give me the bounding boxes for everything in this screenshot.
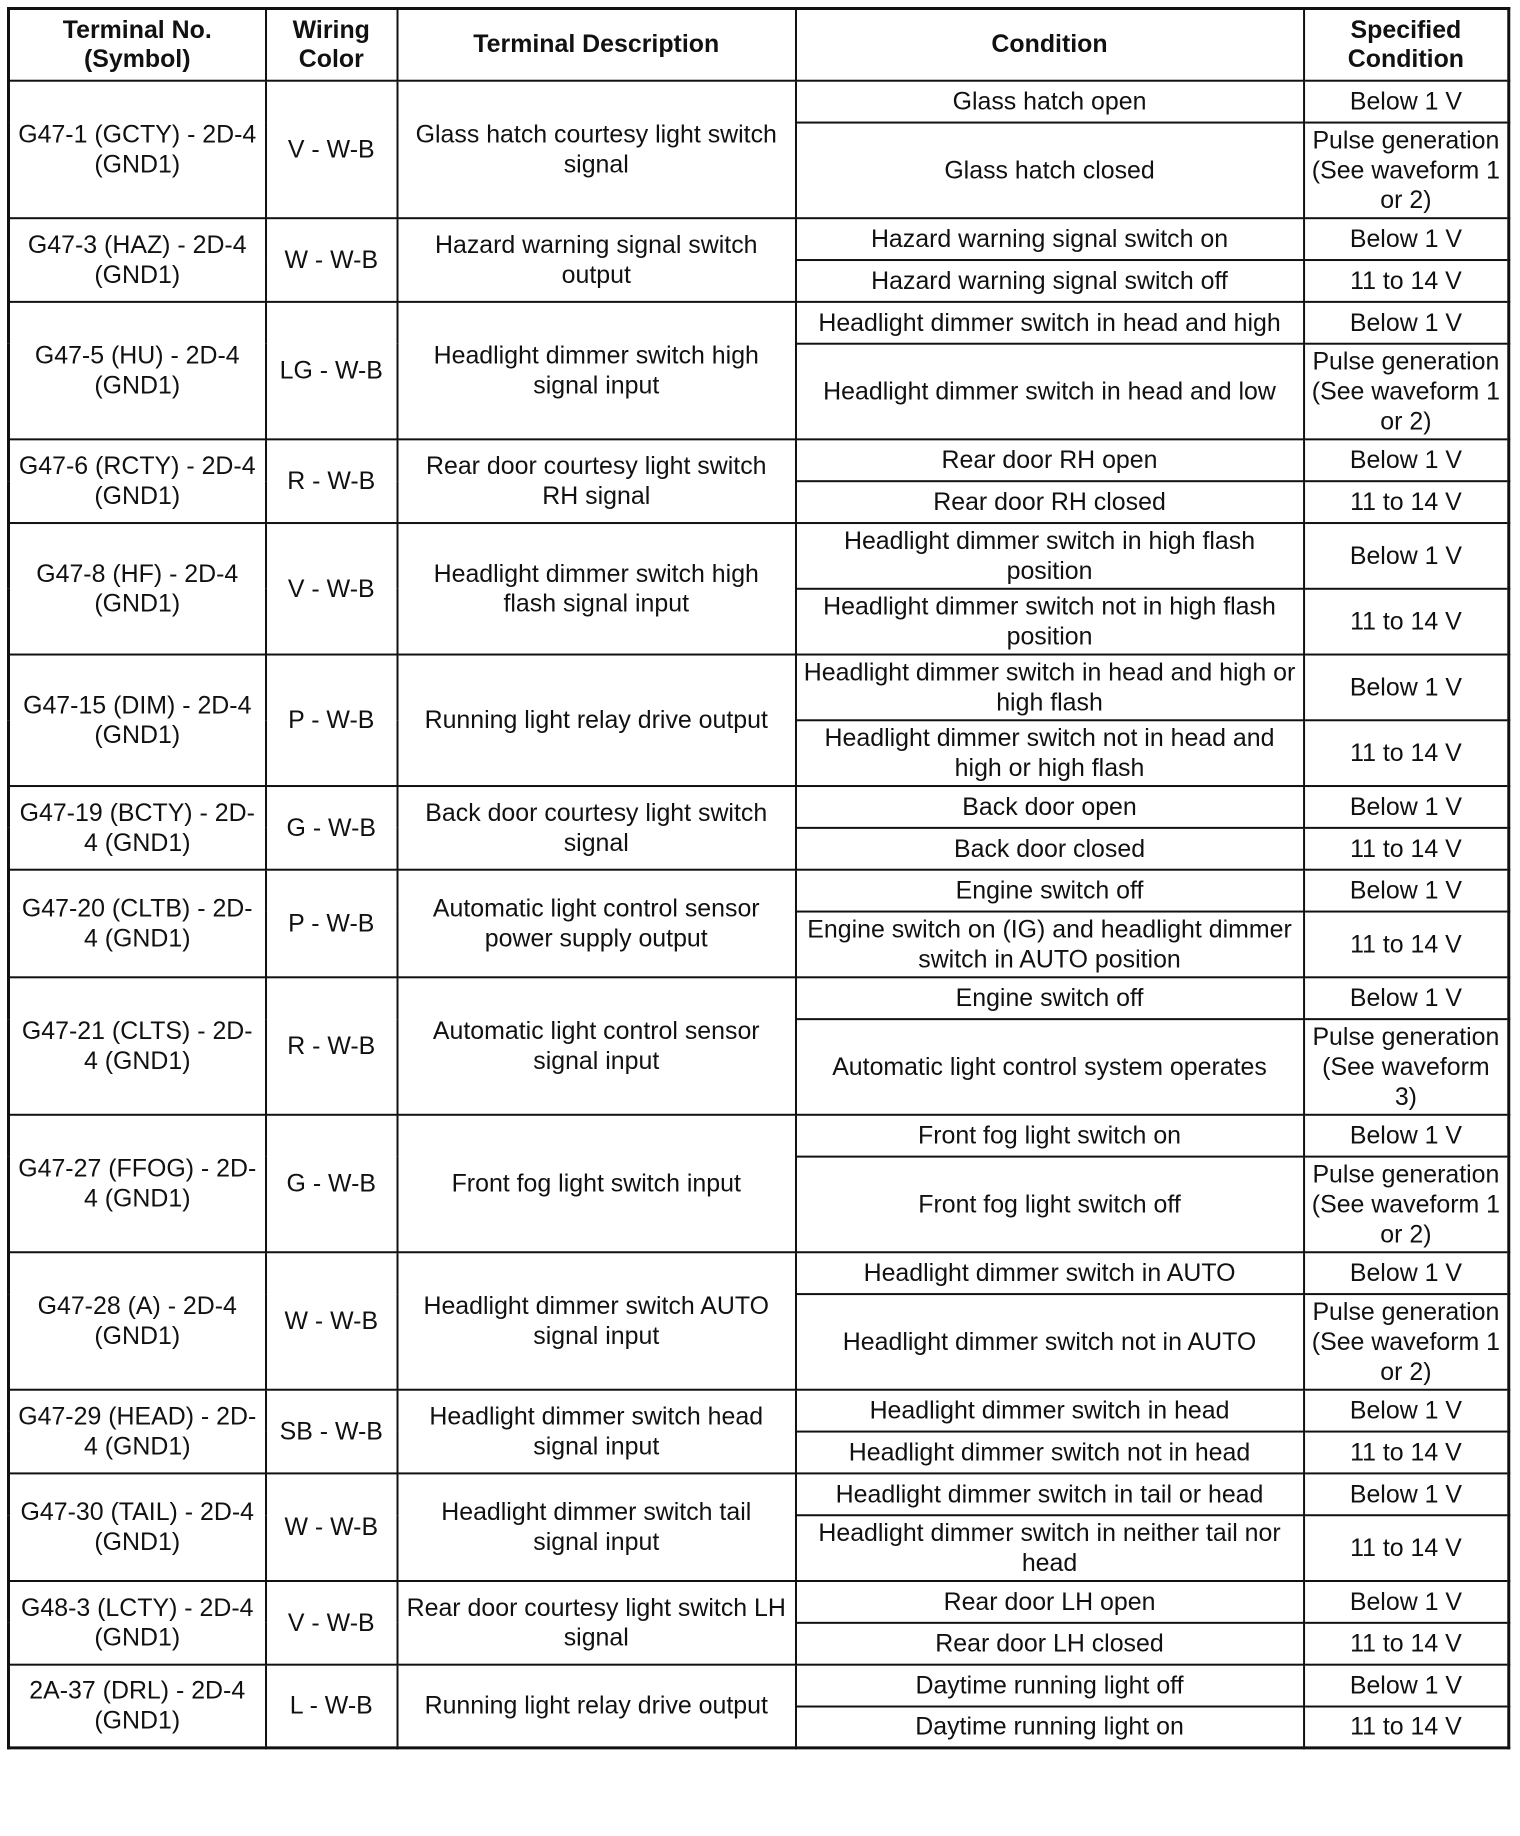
specified-condition-cell: Below 1 V — [1304, 1473, 1509, 1515]
header-terminal: Terminal No. (Symbol) — [8, 8, 265, 80]
header-condition: Condition — [795, 8, 1303, 80]
specified-condition-cell: 11 to 14 V — [1304, 260, 1509, 302]
specified-condition-cell: Below 1 V — [1304, 80, 1509, 122]
table-row — [8, 218, 1508, 260]
specified-condition-cell: Pulse generation (See waveform 1 or 2) — [1304, 1294, 1509, 1390]
terminal-cell: G47-3 (HAZ) - 2D-4 (GND1) — [8, 218, 265, 302]
terminal-description-cell: Headlight dimmer switch head signal input — [397, 1389, 795, 1473]
specified-condition-cell: 11 to 14 V — [1304, 1431, 1509, 1473]
specified-condition-cell: 11 to 14 V — [1304, 588, 1509, 654]
terminal-description-cell: Running light relay drive output — [397, 1664, 795, 1748]
terminal-cell: G47-19 (BCTY) - 2D-4 (GND1) — [8, 786, 265, 870]
wiring-color-cell: L - W-B — [266, 1664, 397, 1748]
terminal-description-cell: Headlight dimmer switch AUTO signal input — [397, 1252, 795, 1389]
table-body — [8, 80, 1508, 1748]
condition-cell: Engine switch off — [795, 869, 1303, 911]
specified-condition-cell: 11 to 14 V — [1304, 911, 1509, 977]
specified-condition-cell: 11 to 14 V — [1304, 827, 1509, 869]
terminal-cell: G47-28 (A) - 2D-4 (GND1) — [8, 1252, 265, 1389]
table-row — [8, 523, 1508, 589]
wiring-color-cell: G - W-B — [266, 786, 397, 870]
specified-condition-cell: Below 1 V — [1304, 1114, 1509, 1156]
condition-cell: Headlight dimmer switch in tail or head — [795, 1473, 1303, 1515]
specified-condition-cell: Below 1 V — [1304, 654, 1509, 720]
specified-condition-cell: Pulse generation (See waveform 1 or 2) — [1304, 343, 1509, 439]
wiring-color-cell: P - W-B — [266, 869, 397, 977]
terminal-cell: 2A-37 (DRL) - 2D-4 (GND1) — [8, 1664, 265, 1748]
condition-cell: Headlight dimmer switch in head and high — [795, 301, 1303, 343]
wiring-color-cell: R - W-B — [266, 977, 397, 1114]
terminal-cell: G48-3 (LCTY) - 2D-4 (GND1) — [8, 1580, 265, 1664]
condition-cell: Headlight dimmer switch in AUTO — [795, 1252, 1303, 1294]
specified-condition-cell: Below 1 V — [1304, 1252, 1509, 1294]
specified-condition-cell: Below 1 V — [1304, 301, 1509, 343]
condition-cell: Headlight dimmer switch in head — [795, 1389, 1303, 1431]
terminal-description-cell: Headlight dimmer switch high signal input — [397, 301, 795, 438]
specified-condition-cell: 11 to 14 V — [1304, 1622, 1509, 1664]
terminal-description-cell: Rear door courtesy light switch LH signal — [397, 1580, 795, 1664]
specified-condition-cell: Pulse generation (See waveform 1 or 2) — [1304, 122, 1509, 218]
table-row — [8, 977, 1508, 1019]
condition-cell: Rear door LH open — [795, 1580, 1303, 1622]
table-row — [8, 1114, 1508, 1156]
specified-condition-cell: Pulse generation (See waveform 3) — [1304, 1019, 1509, 1115]
condition-cell: Headlight dimmer switch in head and high or high flash — [795, 654, 1303, 720]
condition-cell: Rear door RH open — [795, 439, 1303, 481]
terminal-description-cell: Front fog light switch input — [397, 1114, 795, 1251]
header-wiring-color: Wiring Color — [266, 8, 397, 80]
terminal-description-cell: Headlight dimmer switch tail signal input — [397, 1473, 795, 1581]
wiring-color-cell: V - W-B — [266, 1580, 397, 1664]
terminal-spec-document — [7, 7, 1507, 1822]
condition-cell: Rear door RH closed — [795, 481, 1303, 523]
wiring-color-cell: W - W-B — [266, 218, 397, 302]
table-row — [8, 301, 1508, 343]
condition-cell: Hazard warning signal switch off — [795, 260, 1303, 302]
wiring-color-cell: W - W-B — [266, 1473, 397, 1581]
terminal-cell: G47-21 (CLTS) - 2D-4 (GND1) — [8, 977, 265, 1114]
terminal-cell: G47-1 (GCTY) - 2D-4 (GND1) — [8, 80, 265, 217]
specified-condition-cell: Below 1 V — [1304, 869, 1509, 911]
condition-cell: Front fog light switch off — [795, 1156, 1303, 1252]
table-row — [8, 869, 1508, 911]
terminal-cell: G47-6 (RCTY) - 2D-4 (GND1) — [8, 439, 265, 523]
terminal-description-cell: Headlight dimmer switch high flash signal input — [397, 523, 795, 654]
condition-cell: Headlight dimmer switch not in head and high or high flash — [795, 720, 1303, 786]
wiring-color-cell: V - W-B — [266, 80, 397, 217]
terminal-description-cell: Rear door courtesy light switch RH signal — [397, 439, 795, 523]
terminal-description-cell: Glass hatch courtesy light switch signal — [397, 80, 795, 217]
terminal-table — [7, 7, 1510, 1749]
condition-cell: Hazard warning signal switch on — [795, 218, 1303, 260]
table-row — [8, 1473, 1508, 1515]
table-row — [8, 1580, 1508, 1622]
condition-cell: Headlight dimmer switch not in high flash position — [795, 588, 1303, 654]
condition-cell: Glass hatch closed — [795, 122, 1303, 218]
terminal-cell: G47-8 (HF) - 2D-4 (GND1) — [8, 523, 265, 654]
condition-cell: Automatic light control system operates — [795, 1019, 1303, 1115]
table-row — [8, 439, 1508, 481]
condition-cell: Headlight dimmer switch in neither tail nor head — [795, 1515, 1303, 1581]
terminal-cell: G47-15 (DIM) - 2D-4 (GND1) — [8, 654, 265, 785]
terminal-description-cell: Back door courtesy light switch signal — [397, 786, 795, 870]
terminal-cell: G47-20 (CLTB) - 2D-4 (GND1) — [8, 869, 265, 977]
condition-cell: Headlight dimmer switch not in AUTO — [795, 1294, 1303, 1390]
header-specified-condition: Specified Condition — [1304, 8, 1509, 80]
header-terminal-description: Terminal Description — [397, 8, 795, 80]
table-row — [8, 786, 1508, 828]
condition-cell: Headlight dimmer switch in head and low — [795, 343, 1303, 439]
specified-condition-cell: Below 1 V — [1304, 786, 1509, 828]
terminal-cell: G47-30 (TAIL) - 2D-4 (GND1) — [8, 1473, 265, 1581]
condition-cell: Headlight dimmer switch not in head — [795, 1431, 1303, 1473]
table-row — [8, 1252, 1508, 1294]
specified-condition-cell: 11 to 14 V — [1304, 1706, 1509, 1748]
specified-condition-cell: Below 1 V — [1304, 1389, 1509, 1431]
specified-condition-cell: Below 1 V — [1304, 218, 1509, 260]
table-row — [8, 80, 1508, 122]
condition-cell: Back door open — [795, 786, 1303, 828]
specified-condition-cell: Below 1 V — [1304, 439, 1509, 481]
terminal-description-cell: Automatic light control sensor signal input — [397, 977, 795, 1114]
condition-cell: Front fog light switch on — [795, 1114, 1303, 1156]
wiring-color-cell: R - W-B — [266, 439, 397, 523]
specified-condition-cell: 11 to 14 V — [1304, 1515, 1509, 1581]
wiring-color-cell: LG - W-B — [266, 301, 397, 438]
terminal-description-cell: Hazard warning signal switch output — [397, 218, 795, 302]
condition-cell: Rear door LH closed — [795, 1622, 1303, 1664]
wiring-color-cell: P - W-B — [266, 654, 397, 785]
condition-cell: Engine switch off — [795, 977, 1303, 1019]
condition-cell: Engine switch on (IG) and headlight dimmer switch in AUTO position — [795, 911, 1303, 977]
table-row — [8, 654, 1508, 720]
wiring-color-cell: G - W-B — [266, 1114, 397, 1251]
condition-cell: Daytime running light on — [795, 1706, 1303, 1748]
specified-condition-cell: Below 1 V — [1304, 977, 1509, 1019]
table-row — [8, 1389, 1508, 1431]
specified-condition-cell: Below 1 V — [1304, 1580, 1509, 1622]
terminal-cell: G47-29 (HEAD) - 2D-4 (GND1) — [8, 1389, 265, 1473]
terminal-description-cell: Running light relay drive output — [397, 654, 795, 785]
wiring-color-cell: SB - W-B — [266, 1389, 397, 1473]
terminal-cell: G47-27 (FFOG) - 2D-4 (GND1) — [8, 1114, 265, 1251]
terminal-cell: G47-5 (HU) - 2D-4 (GND1) — [8, 301, 265, 438]
condition-cell: Glass hatch open — [795, 80, 1303, 122]
header-row — [8, 8, 1508, 80]
specified-condition-cell: 11 to 14 V — [1304, 481, 1509, 523]
specified-condition-cell: 11 to 14 V — [1304, 720, 1509, 786]
condition-cell: Headlight dimmer switch in high flash position — [795, 523, 1303, 589]
specified-condition-cell: Below 1 V — [1304, 523, 1509, 589]
wiring-color-cell: V - W-B — [266, 523, 397, 654]
condition-cell: Back door closed — [795, 827, 1303, 869]
specified-condition-cell: Below 1 V — [1304, 1664, 1509, 1706]
specified-condition-cell: Pulse generation (See waveform 1 or 2) — [1304, 1156, 1509, 1252]
wiring-color-cell: W - W-B — [266, 1252, 397, 1389]
table-row — [8, 1664, 1508, 1706]
condition-cell: Daytime running light off — [795, 1664, 1303, 1706]
terminal-description-cell: Automatic light control sensor power supply output — [397, 869, 795, 977]
